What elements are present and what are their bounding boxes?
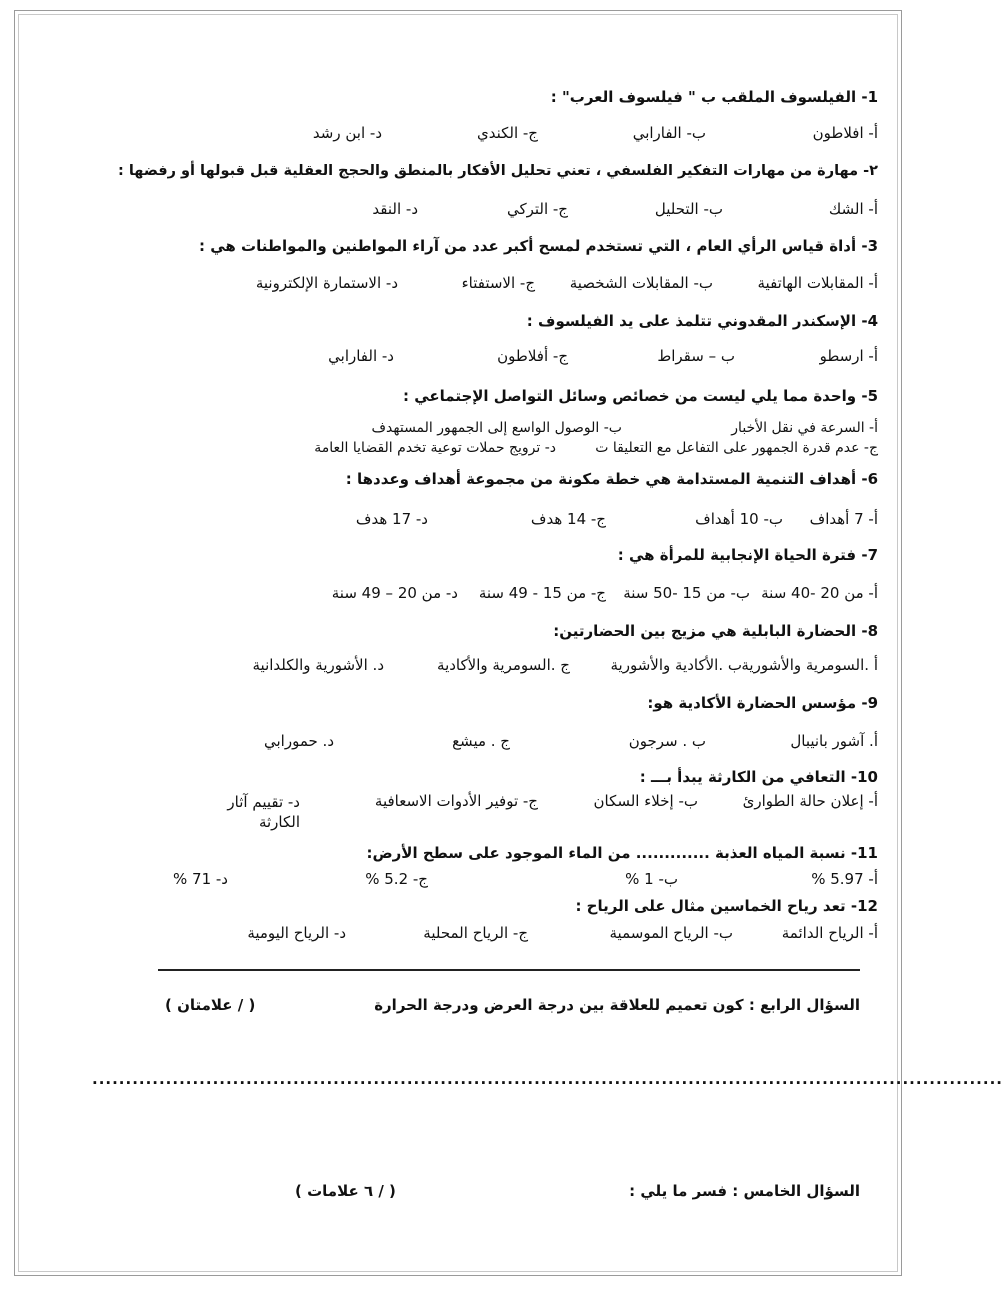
option-c[interactable]: ج- الرياح المحلية: [423, 924, 528, 942]
question-2-options: [60, 200, 878, 222]
question-8-options: [60, 656, 878, 678]
option-d[interactable]: د. الأشورية والكلدانية: [252, 656, 384, 674]
option-b[interactable]: ب – سقراط: [657, 347, 735, 365]
option-d[interactable]: د- الفارابي: [328, 347, 394, 365]
option-d[interactable]: د- الرياح اليومية: [247, 924, 346, 942]
question-1-options: [60, 124, 878, 146]
option-a[interactable]: أ- الرياح الدائمة: [781, 924, 878, 942]
question-10: [60, 768, 878, 786]
option-d[interactable]: د- من 20 – 49 سنة: [331, 584, 458, 602]
option-a[interactable]: أ- إعلان حالة الطوارئ: [742, 792, 878, 810]
question-1: 1- الفيلسوف الملقب ب " فيلسوف العرب" :: [550, 88, 878, 106]
question-11: 11- نسبة المياه العذبة ............. من الماء الموجود على سطح الأرض:: [366, 844, 878, 862]
option-a[interactable]: أ- السرعة في نقل الأخبار: [731, 420, 878, 436]
question-6-options: [60, 510, 878, 532]
question-2: ٢- مهارة من مهارات التفكير الفلسفي ، تعني تحليل الأفكار بالمنطق والحجج العقلية قبل قبولها أو رفضها :: [117, 163, 878, 179]
option-c[interactable]: ج- توفير الأدوات الاسعافية: [374, 792, 538, 810]
question-4: 4- الإسكندر المقدوني تتلمذ على يد الفيلسوف :: [526, 312, 878, 330]
question-12-options: [60, 924, 878, 946]
question-9: 9- مؤسس الحضارة الأكادية هو:: [647, 694, 878, 712]
option-d[interactable]: د- تقييم آثار الكارثة: [227, 793, 300, 831]
option-c[interactable]: ج- الاستفتاء: [461, 274, 535, 292]
section-divider: [158, 969, 860, 971]
option-c[interactable]: ج .السومرية والأكادية: [437, 656, 570, 674]
option-d[interactable]: د. حمورابي: [264, 732, 334, 750]
option-c[interactable]: ج- أفلاطون: [497, 347, 568, 365]
option-d[interactable]: د- 71 %: [173, 870, 228, 888]
option-b[interactable]: ب . سرجون: [628, 732, 706, 750]
option-a[interactable]: أ- المقابلات الهاتفية: [757, 274, 878, 292]
answer-line[interactable]: ........................................................................................................................................: [92, 1070, 1003, 1088]
option-c[interactable]: ج- الكندي: [476, 124, 538, 142]
option-b[interactable]: ب- 1 %: [625, 870, 678, 888]
option-d[interactable]: د- 17 هدف: [355, 510, 428, 528]
option-b[interactable]: ب- التحليل: [654, 200, 723, 218]
option-b[interactable]: ب .الأكادية والأشورية: [610, 656, 742, 674]
option-b[interactable]: ب- إخلاء السكان: [593, 792, 698, 810]
question-4-section-marks: ( / علامتان ): [165, 996, 256, 1014]
option-c[interactable]: ج- 5.2 %: [365, 870, 428, 888]
option-c[interactable]: ج- التركي: [506, 200, 568, 218]
question-5-section-title: السؤال الخامس : فسر ما يلي :: [629, 1182, 860, 1200]
option-b[interactable]: ب- من 15 -50 سنة: [623, 584, 750, 602]
question-5-options-row-2: [60, 440, 878, 458]
question-10-options: [60, 792, 878, 832]
question-7: 7- فترة الحياة الإنجابية للمرأة هي :: [617, 546, 878, 564]
question-10-text: 10- التعافي من الكارثة يبدأ بـــ :: [639, 768, 878, 786]
option-a[interactable]: أ- من 20 -40 سنة: [761, 584, 878, 602]
option-d[interactable]: د- ابن رشد: [312, 124, 382, 142]
option-a[interactable]: أ- 7 أهداف: [809, 510, 878, 528]
question-5-section-marks: ( / ٦ علامات ): [295, 1182, 396, 1200]
option-a[interactable]: أ- الشك: [828, 200, 878, 218]
option-a[interactable]: أ .السومرية والأشورية: [741, 656, 878, 674]
option-d[interactable]: د- الاستمارة الإلكترونية: [255, 274, 398, 292]
option-a[interactable]: أ. آشور بانيبال: [790, 732, 878, 750]
option-c[interactable]: ج- عدم قدرة الجمهور على التفاعل مع التعليقا ت: [595, 440, 878, 456]
question-11-options: [60, 870, 878, 892]
question-4-section-title: السؤال الرابع : كون تعميم للعلاقة بين درجة العرض ودرجة الحرارة: [374, 996, 860, 1014]
question-5-options-row-1: [60, 420, 878, 438]
option-c[interactable]: ج- 14 هدف: [530, 510, 606, 528]
question-7-options: [60, 584, 878, 606]
option-b[interactable]: ب- الوصول الواسع إلى الجمهور المستهدف: [371, 420, 622, 436]
option-c[interactable]: ج . ميشع: [452, 732, 510, 750]
question-12: 12- تعد رياح الخماسين مثال على الرياح :: [575, 897, 878, 915]
question-3-options: [60, 274, 878, 296]
option-a[interactable]: أ- افلاطون: [812, 124, 878, 142]
option-b[interactable]: ب- الفارابي: [632, 124, 706, 142]
exam-content: [60, 0, 1003, 1295]
question-9-options: [60, 732, 878, 754]
option-b[interactable]: ب- الرياح الموسمية: [609, 924, 733, 942]
question-4-options: [60, 347, 878, 369]
option-d[interactable]: د- النقد: [372, 200, 418, 218]
question-8: 8- الحضارة البابلية هي مزيج بين الحضارتين:: [553, 622, 878, 640]
option-d[interactable]: د- ترويج حملات توعية تخدم القضايا العامة: [314, 440, 556, 456]
option-b[interactable]: ب- المقابلات الشخصية: [569, 274, 713, 292]
option-c[interactable]: ج- من 15 - 49 سنة: [478, 584, 606, 602]
question-3: 3- أداة قياس الرأي العام ، التي تستخدم لمسح أكبر عدد من آراء المواطنين والمواطنات هي :: [199, 237, 878, 255]
option-a[interactable]: أ- ارسطو: [819, 347, 878, 365]
option-b[interactable]: ب- 10 أهداف: [695, 510, 783, 528]
question-6: 6- أهداف التنمية المستدامة هي خطة مكونة من مجموعة أهداف وعددها :: [345, 470, 878, 488]
question-5: [60, 387, 878, 405]
option-a[interactable]: أ- 5.97 %: [811, 870, 878, 888]
question-5-text: 5- واحدة مما يلي ليست من خصائص وسائل التواصل الإجتماعي :: [403, 387, 878, 405]
